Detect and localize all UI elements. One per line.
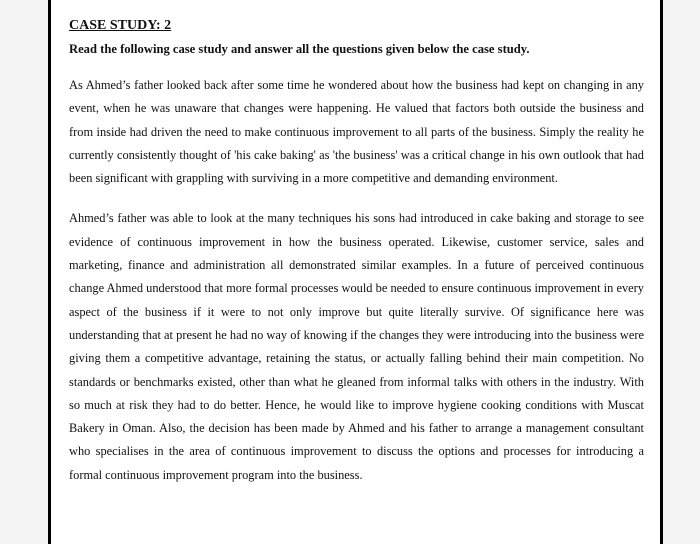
instruction-text: Read the following case study and answer all the questions given below the case study. — [69, 42, 530, 56]
case-study-title: CASE STUDY: 2 — [69, 18, 172, 33]
paragraph-2: Ahmed’s father was able to look at the many techniques his sons had introduced in cake baking and storage to see evidence of continuous improvement in how the business operated. Likewise, customer service, sales and marketing, finance and administration all demonstrated similar examples. In a future of perceived continuous change Ahmed understood that more formal processes would be needed to ensure continuous improvement in every aspect of the business if it were to not only improve but quite literally survive. Of significance here was understanding that at present he had no way of knowing if the changes they were introducing into the business were giving them a competitive advantage, retaining the status, or actually falling behind their main competition. No standards or benchmarks existed, other than what he gleaned from informal talks with others in the industry. With so much at risk they had to do better. Hence, he would like to improve hygiene cooking conditions with Muscat Bakery in Oman. Also, the decision has been made by Ahmed and his father to arrange a management consultant who specialises in the area of continuous improvement to discuss the options and processes for introducing a formal continuous improvement program into the business. — [69, 211, 644, 482]
document-frame — [48, 0, 663, 544]
paragraph-1: As Ahmed’s father looked back after some time he wondered about how the business had kept on changing in any event, when he was unaware that changes were happening. He valued that factors both outside the business and from inside had driven the need to make continuous improvement to all parts of the business. Simply the reality he currently consistently thought of 'his cake baking' as 'the business' was a critical change in his own outlook that had been significant with grappling with surviving in a more competitive and demanding environment. — [69, 78, 644, 186]
document-content — [69, 18, 644, 504]
